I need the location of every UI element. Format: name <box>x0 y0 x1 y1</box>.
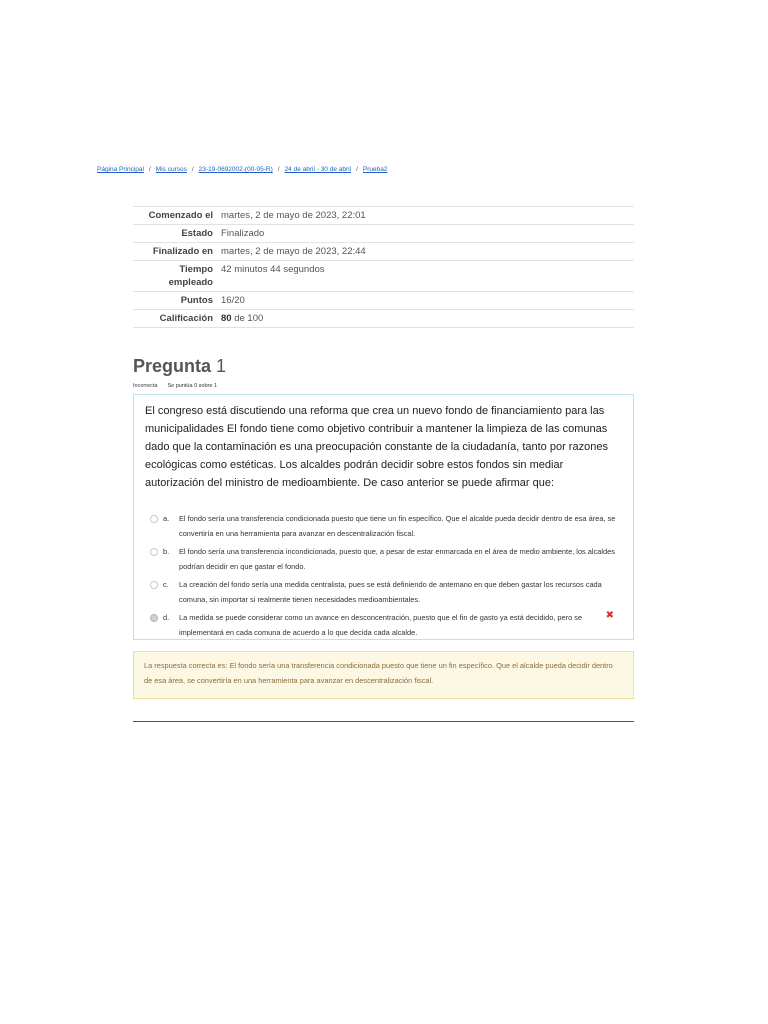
breadcrumb-separator: / <box>148 166 151 173</box>
question-text: El congreso está discutiendo una reforma que crea un nuevo fondo de financiamiento para las municipalidades El fondo tiene como objetivo contribuir a mantener la limpieza de las comunas dado que la contaminación es una preocupación constante de la ciudadanía, tanto por razones ecológicas como estéticas. Los alcaldes podrán decidir sobre estos fondos sin mediar autorización del ministro de medioambiente. De caso anterior se puede afirmar que: <box>145 405 608 489</box>
radio-button-selected[interactable] <box>150 614 158 622</box>
answer-text: El fondo sería una transferencia condicionada puesto que tiene un fin específico. Que el alcalde pueda decidir dentro de esa área, se convertiría en una herramienta para avanzar en descentralización fiscal. <box>179 514 616 538</box>
answer-text: La medida se puede considerar como un avance en desconcentración, puesto que el fin de gasto ya está decidido, pero se implementará en cada comuna de acuerdo a lo que decida cada alcalde. <box>179 613 583 637</box>
breadcrumb-course-link[interactable]: 23-19-0692002-(00-05-R) <box>198 166 273 173</box>
attempt-summary-table <box>133 206 634 328</box>
breadcrumb-quiz-link[interactable]: Prueba2 <box>362 166 388 173</box>
breadcrumb-home-link[interactable]: Página Principal <box>97 166 144 173</box>
question-content-box <box>133 394 634 640</box>
summary-row-finished <box>133 243 634 261</box>
summary-value: martes, 2 de mayo de 2023, 22:01 <box>221 210 366 221</box>
summary-row-marks <box>133 292 634 310</box>
breadcrumb-separator: / <box>191 166 194 173</box>
summary-row-time-taken <box>133 261 634 292</box>
summary-label: Finalizado en <box>152 246 213 257</box>
radio-button[interactable] <box>150 548 158 556</box>
question-score: Se puntúa 0 sobre 1 <box>167 383 218 389</box>
summary-value: 16/20 <box>221 295 245 306</box>
radio-button[interactable] <box>150 581 158 589</box>
breadcrumb-separator: / <box>277 166 280 173</box>
grade-value: 80 <box>221 313 232 324</box>
grade-total: de 100 <box>231 313 264 324</box>
summary-value <box>221 310 634 327</box>
breadcrumb-week-link[interactable]: 24 de abril - 30 de abril <box>284 166 352 173</box>
question-number: 1 <box>216 356 227 376</box>
summary-label: Estado <box>181 228 213 239</box>
answer-text: La creación del fondo sería una medida centralista, pues se está definiendo de antemano en que deben gastar los recursos cada comuna, sin importar si realmente tienen necesidades medioambientales. <box>179 580 602 604</box>
question-info <box>133 383 217 389</box>
summary-row-grade <box>133 310 634 328</box>
correct-answer-feedback: La respuesta correcta es: El fondo sería una transferencia condicionada puesto que tiene un fin específico. Que el alcalde pueda decidir dentro de esa área, se convertiría en una herramienta para avanzar en descentralización fiscal. <box>133 651 634 699</box>
answer-letter: b. <box>163 547 170 556</box>
answer-option-b[interactable] <box>150 544 630 574</box>
answer-text: El fondo sería una transferencia incondicionada, puesto que, a pesar de estar enmarcada en el área de medio ambiente, los alcaldes podrían decidir en que gastar el fondo. <box>179 547 615 571</box>
radio-button[interactable] <box>150 515 158 523</box>
answer-letter: d. <box>163 613 170 622</box>
question-state: Incorrecta <box>133 383 158 389</box>
summary-row-started <box>133 207 634 225</box>
answer-option-d[interactable] <box>150 610 630 640</box>
summary-label: Tiempo empleado <box>168 264 213 288</box>
answer-option-a[interactable] <box>150 511 630 541</box>
breadcrumb <box>97 166 387 173</box>
answer-option-c[interactable] <box>150 577 630 607</box>
summary-label: Comenzado el <box>148 210 213 221</box>
answer-letter: a. <box>163 514 170 523</box>
summary-label: Puntos <box>180 295 213 306</box>
divider <box>133 721 634 722</box>
answer-letter: c. <box>163 580 169 589</box>
summary-value: Finalizado <box>221 228 265 239</box>
summary-value: 42 minutos 44 segundos <box>221 264 325 275</box>
summary-label: Calificación <box>159 313 213 324</box>
summary-row-state <box>133 225 634 243</box>
answer-list <box>150 511 630 643</box>
summary-value: martes, 2 de mayo de 2023, 22:44 <box>221 246 366 257</box>
breadcrumb-my-courses-link[interactable]: Mis cursos <box>155 166 187 173</box>
question-title-word: Pregunta <box>133 356 212 376</box>
breadcrumb-separator: / <box>356 166 358 173</box>
question-title <box>133 356 226 377</box>
cross-icon: ✖ <box>605 610 614 621</box>
